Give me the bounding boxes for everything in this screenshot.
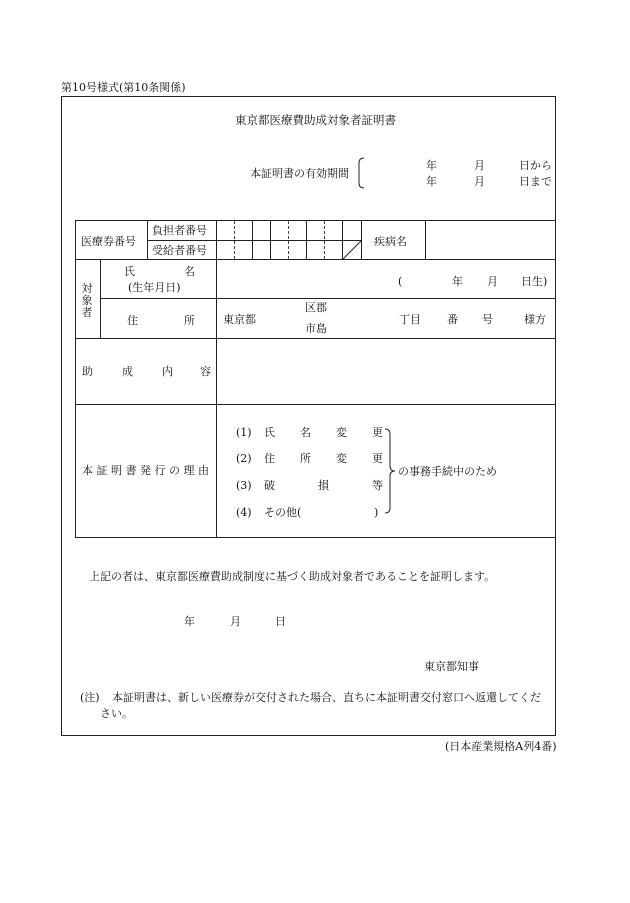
ticket-number-label: 医療券番号 — [81, 235, 136, 248]
reason-3-num: (3) — [236, 479, 252, 492]
address-tokyo: 東京都 — [223, 313, 256, 326]
validity-brace — [355, 157, 365, 189]
disease-name-label: 疾病名 — [374, 235, 407, 248]
reason-3-char: 損 — [318, 479, 329, 492]
reason-2-char: 住 — [264, 452, 275, 465]
reason-1-char: 名 — [300, 426, 311, 439]
reason-4-num: (4) — [236, 506, 252, 519]
date-month: 月 — [230, 615, 241, 628]
reason-3-char: 破 — [264, 479, 275, 492]
reason-2-char: 変 — [336, 452, 347, 465]
note-line-2: さい。 — [100, 707, 133, 720]
dob-label: (生年月日) — [128, 281, 181, 294]
birth-year: 年 — [452, 275, 463, 288]
reason-2-char: 所 — [300, 452, 311, 465]
reason-4-text: その他( — [264, 506, 302, 519]
form-frame — [61, 96, 556, 736]
reason-1-char: 変 — [336, 426, 347, 439]
subject-label: 対象者 — [81, 282, 93, 319]
validity-from-month: 月 — [474, 159, 485, 172]
aid-content-c: 内 — [162, 365, 173, 378]
validity-from-year: 年 — [426, 159, 437, 172]
reason-4-close: ) — [374, 506, 379, 519]
form-title: 東京都医療費助成対象者証明書 — [235, 113, 396, 127]
certification-text: 上記の者は、東京都医療費助成制度に基づく助成対象者であることを証明します。 — [89, 570, 496, 583]
reason-2-char: 更 — [372, 452, 383, 465]
reason-3-char: 等 — [372, 479, 383, 492]
birth-open: ( — [398, 275, 403, 288]
address-go: 号 — [482, 313, 493, 326]
note-marker: (注) — [80, 691, 100, 704]
check-digit-slash — [342, 240, 362, 260]
address-label-a: 住 — [127, 314, 138, 327]
address-yokata: 様方 — [524, 313, 546, 326]
aid-content-d: 容 — [200, 365, 211, 378]
reason-1-num: (1) — [236, 426, 252, 439]
name-label-b: 名 — [184, 265, 195, 278]
reason-suffix: の事務手続中のため — [398, 465, 497, 478]
reason-brace — [384, 428, 396, 514]
address-shi-to: 市島 — [305, 322, 327, 335]
form-label: 第10号様式(第10条関係) — [61, 81, 186, 94]
validity-to-month: 月 — [474, 175, 485, 188]
date-day: 日 — [275, 615, 286, 628]
reason-1-char: 氏 — [264, 426, 275, 439]
aid-content-a: 助 — [82, 365, 93, 378]
recipient-number-label: 受給者番号 — [152, 244, 207, 257]
issuer: 東京都知事 — [424, 660, 479, 673]
address-ban: 番 — [447, 313, 458, 326]
reason-label: 本 証 明 書 発 行 の 理 由 — [82, 464, 209, 477]
address-ku-gun: 区郡 — [305, 301, 327, 314]
note-line-1: 本証明書は、新しい医療券が交付された場合、直ちに本証明書交付窓口へ返還してくだ — [112, 691, 541, 704]
footer-spec: (日本産業規格A列4番) — [445, 740, 557, 753]
validity-to-day: 日まで — [519, 175, 552, 188]
payer-number-label: 負担者番号 — [152, 224, 207, 237]
reason-2-num: (2) — [236, 452, 252, 465]
aid-content-b: 成 — [122, 365, 133, 378]
name-label-a: 氏 — [124, 265, 135, 278]
validity-from-day: 日から — [519, 159, 552, 172]
validity-label: 本証明書の有効期間 — [250, 167, 349, 180]
reason-1-char: 更 — [372, 426, 383, 439]
date-year: 年 — [184, 615, 195, 628]
address-label-b: 所 — [184, 314, 195, 327]
birth-day: 日生) — [521, 275, 548, 288]
birth-month: 月 — [487, 275, 498, 288]
address-chome: 丁目 — [399, 313, 421, 326]
validity-to-year: 年 — [426, 175, 437, 188]
